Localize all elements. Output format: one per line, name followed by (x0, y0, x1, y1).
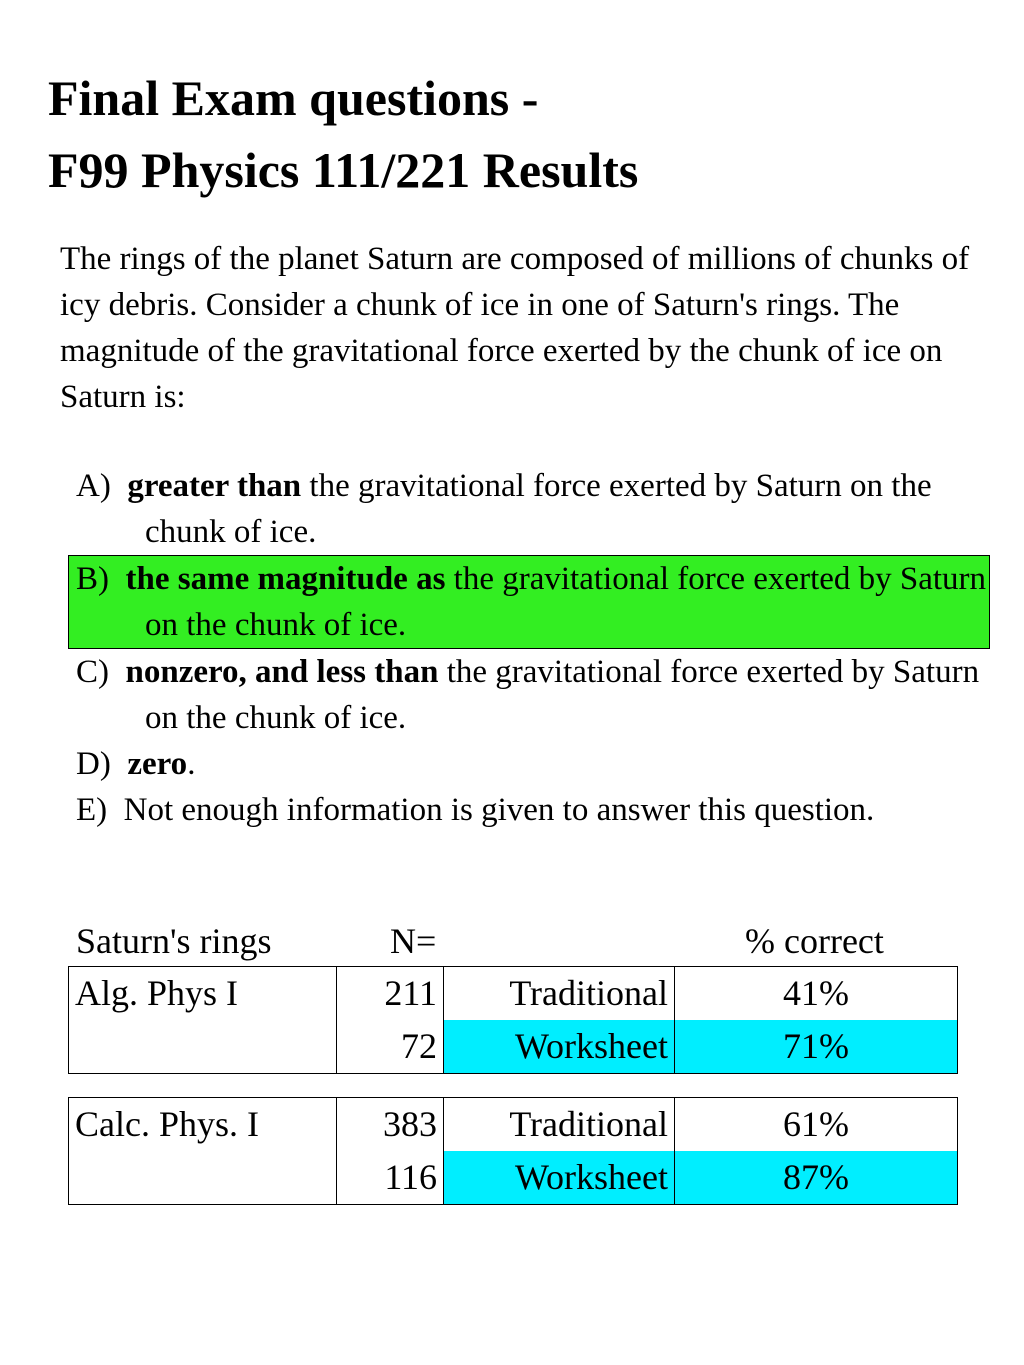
option-letter: B) (76, 561, 109, 597)
option-c (68, 649, 990, 741)
method-label: Traditional (444, 967, 675, 1021)
option-letter: D) (76, 746, 111, 782)
question-text: The rings of the planet Saturn are composed of millions of chunks of icy debris. Consider a chunk of ice in one of Saturn's rings. The magnitude of the gravitational force exerted by the chunk of ice on Saturn is: (60, 241, 970, 415)
pct-value: 71% (675, 1020, 958, 1074)
option-letter: E) (76, 792, 108, 828)
method-label: Worksheet (444, 1151, 675, 1205)
option-emphasis: nonzero, and less than (125, 654, 439, 690)
option-text: the gravitational force exerted by Saturn on the chunk of ice. (145, 468, 932, 550)
course-name: Calc. Phys. I (69, 1098, 337, 1205)
option-text: the gravitational force exerted by Saturn on the chunk of ice. (145, 561, 987, 643)
results-header-topic: Saturn's rings (76, 921, 272, 961)
option-emphasis: the same magnitude as (125, 561, 446, 597)
option-a (68, 463, 990, 555)
option-d (68, 741, 990, 787)
option-text: Not enough information is given to answer this question. (123, 792, 875, 828)
n-value: 72 (337, 1020, 444, 1074)
table-row (69, 1098, 958, 1152)
option-text: . (187, 746, 196, 782)
course-name: Alg. Phys I (69, 967, 337, 1074)
method-label: Traditional (444, 1098, 675, 1152)
table-row (69, 967, 958, 1021)
results-table-algebra (68, 966, 958, 1074)
option-b-correct (68, 555, 990, 649)
page-title (48, 62, 638, 206)
option-emphasis: zero (127, 746, 188, 782)
results-header-pct: % correct (745, 921, 884, 961)
method-label: Worksheet (444, 1020, 675, 1074)
title-line-1: Final Exam questions - (48, 70, 539, 126)
option-emphasis: greater than (127, 468, 302, 504)
n-value: 211 (337, 967, 444, 1021)
pct-value: 41% (675, 967, 958, 1021)
option-letter: A) (76, 468, 111, 504)
pct-value: 61% (675, 1098, 958, 1152)
n-value: 383 (337, 1098, 444, 1152)
pct-value: 87% (675, 1151, 958, 1205)
option-letter: C) (76, 654, 109, 690)
results-header-n: N= (390, 921, 437, 961)
option-e (68, 787, 990, 833)
results-table-calculus (68, 1097, 958, 1205)
answer-options (68, 463, 990, 833)
n-value: 116 (337, 1151, 444, 1205)
option-text: the gravitational force exerted by Saturn on the chunk of ice. (145, 654, 980, 736)
title-line-2: F99 Physics 111/221 Results (48, 142, 639, 198)
